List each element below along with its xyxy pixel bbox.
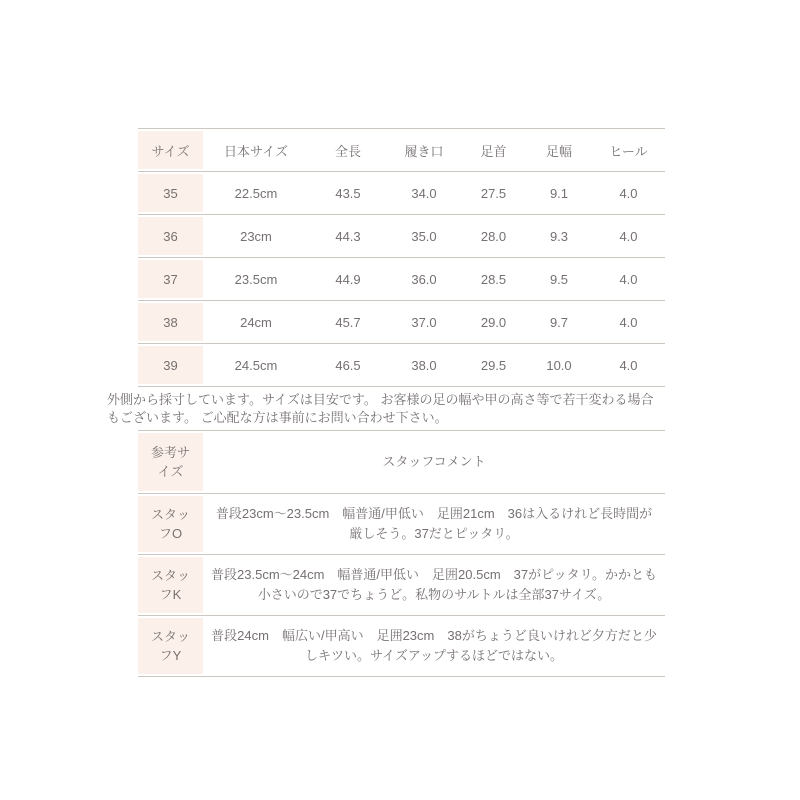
size-cell: 36 xyxy=(138,215,203,258)
size-cell: 23.5cm xyxy=(234,271,278,287)
size-table-row-35 xyxy=(138,172,665,215)
size-cell: 46.5 xyxy=(335,357,361,373)
size-cell: 24cm xyxy=(240,314,272,330)
size-cell: 28.5 xyxy=(480,271,507,287)
size-table-header-japan-size: 日本サイズ xyxy=(224,143,288,159)
size-cell: 9.7 xyxy=(549,314,569,330)
size-table-header-total-length: 全長 xyxy=(334,143,361,159)
size-cell: 35 xyxy=(138,172,203,215)
staff-name-cell: スタッフK xyxy=(138,555,203,616)
size-cell: 4.0 xyxy=(619,271,638,287)
size-table-header-row xyxy=(138,129,665,172)
size-cell: 29.5 xyxy=(480,357,507,373)
size-guide-section xyxy=(107,0,664,677)
size-table-header-opening: 履き口 xyxy=(404,143,444,159)
size-cell: 38.0 xyxy=(411,357,437,373)
staff-table-row-k xyxy=(138,555,665,616)
size-table-row-39 xyxy=(138,344,665,387)
measurement-note: 外側から採寸しています。サイズは目安です。 お客様の足の幅や甲の高さ等で若干変わる場合もございます。 ご心配な方は事前にお問い合わせ下さい。 xyxy=(107,392,654,425)
size-cell: 35.0 xyxy=(411,228,437,244)
size-cell: 44.3 xyxy=(335,228,361,244)
staff-comment-cell: 普段23cm～23.5cm 幅普通/甲低い 足囲21cm 36は入るけれど長時間が厳しそう。37だとピッタリ。 xyxy=(215,506,653,541)
size-cell: 39 xyxy=(138,344,203,387)
staff-name-cell: スタッフY xyxy=(138,616,203,677)
size-cell: 22.5cm xyxy=(234,185,278,201)
size-cell: 45.7 xyxy=(335,314,361,330)
staff-comment-cell: 普段24cm 幅広い/甲高い 足囲23cm 38がちょうど良いけれど夕方だと少しキツい。サイズアップするほどではない。 xyxy=(211,628,657,663)
size-table-header-foot-width: 足幅 xyxy=(545,143,572,159)
staff-table-row-y xyxy=(138,616,665,677)
staff-name-cell: スタッフO xyxy=(138,494,203,555)
size-cell: 37.0 xyxy=(411,314,437,330)
staff-table-header-row xyxy=(138,431,665,494)
size-cell: 43.5 xyxy=(335,185,361,201)
staff-table-row-o xyxy=(138,494,665,555)
size-cell: 44.9 xyxy=(335,271,361,287)
size-cell: 23cm xyxy=(240,228,272,244)
size-cell: 4.0 xyxy=(619,314,638,330)
size-table-row-36 xyxy=(138,215,665,258)
size-cell: 34.0 xyxy=(411,185,437,201)
size-cell: 36.0 xyxy=(411,271,437,287)
size-cell: 10.0 xyxy=(546,357,572,373)
size-cell: 38 xyxy=(138,301,203,344)
size-cell: 29.0 xyxy=(480,314,507,330)
size-table-header-size: サイズ xyxy=(138,129,203,172)
staff-comment-table xyxy=(138,430,665,677)
staff-table-header-size-ref: 参考サイズ xyxy=(138,431,203,494)
size-table-header-heel: ヒール xyxy=(609,143,648,159)
size-cell: 37 xyxy=(138,258,203,301)
staff-table-header-comment: スタッフコメント xyxy=(382,454,486,469)
size-table-row-38 xyxy=(138,301,665,344)
size-cell: 24.5cm xyxy=(234,357,278,373)
size-table xyxy=(138,128,665,387)
size-table-header-ankle: 足首 xyxy=(480,143,507,159)
size-cell: 4.0 xyxy=(619,185,638,201)
size-cell: 9.3 xyxy=(549,228,569,244)
staff-comment-cell: 普段23.5cm～24cm 幅普通/甲低い 足囲20.5cm 37がピッタリ。かかとも小さいので37でちょうど。私物のサルトルは全部37サイズ。 xyxy=(211,567,657,602)
size-cell: 9.1 xyxy=(549,185,569,201)
size-cell: 4.0 xyxy=(619,228,638,244)
size-table-row-37 xyxy=(138,258,665,301)
size-cell: 4.0 xyxy=(619,357,638,373)
size-cell: 28.0 xyxy=(480,228,507,244)
size-cell: 9.5 xyxy=(549,271,569,287)
size-cell: 27.5 xyxy=(480,185,507,201)
